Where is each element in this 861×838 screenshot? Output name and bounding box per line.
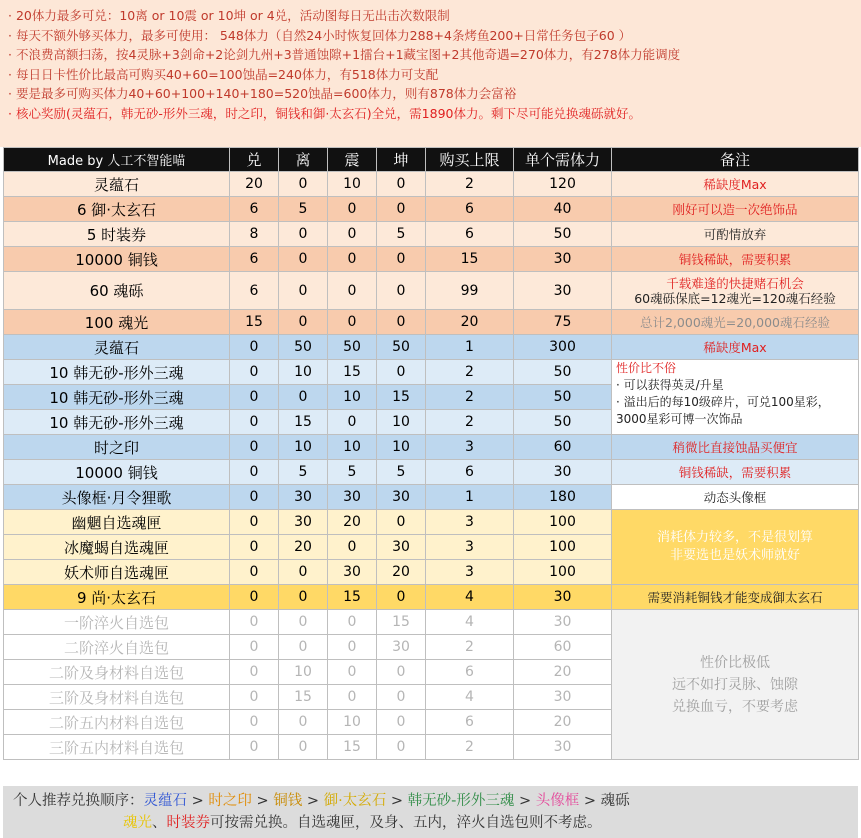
cell-zhen: 0: [328, 272, 377, 310]
cell-zhen: 0: [328, 310, 377, 335]
table-row: [4, 485, 859, 510]
cell-limit: 2: [426, 735, 514, 760]
item-name: 60 魂砾: [4, 272, 230, 310]
cell-stamina: 300: [514, 335, 612, 360]
footer-item: 铜钱: [273, 793, 303, 809]
footer-sep: >: [251, 793, 274, 809]
cell-limit: 3: [426, 535, 514, 560]
item-name: 10000 铜钱: [4, 460, 230, 485]
cell-zhen: 30: [328, 560, 377, 585]
cell-stamina: 60: [514, 435, 612, 460]
cell-zhen: 20: [328, 510, 377, 535]
cell-zhen: 15: [328, 360, 377, 385]
item-name: 10 韩无砂-形外三魂: [4, 385, 230, 410]
footer-item: 头像框: [535, 793, 580, 809]
cell-dui: 0: [230, 735, 279, 760]
cell-remark: [612, 272, 859, 310]
cell-zhen: 0: [328, 535, 377, 560]
cell-remark: 稍微比直接蚀晶买便宜: [612, 435, 859, 460]
cell-limit: 6: [426, 710, 514, 735]
cell-dui: 0: [230, 360, 279, 385]
cell-li: 5: [279, 197, 328, 222]
cell-stamina: 50: [514, 410, 612, 435]
cell-limit: 4: [426, 685, 514, 710]
remark-line: 千载难逢的快捷赌石机会: [666, 275, 804, 291]
cell-zhen: 0: [328, 635, 377, 660]
table-row: [4, 222, 859, 247]
footer-sep: >: [187, 793, 209, 809]
cell-stamina: 30: [514, 272, 612, 310]
cell-limit: 99: [426, 272, 514, 310]
cell-limit: 3: [426, 510, 514, 535]
item-name: 灵蕴石: [4, 335, 230, 360]
cell-limit: 2: [426, 172, 514, 197]
cell-li: 10: [279, 435, 328, 460]
cell-kun: 10: [377, 410, 426, 435]
cell-limit: 6: [426, 197, 514, 222]
cell-limit: 4: [426, 610, 514, 635]
cell-kun: 0: [377, 172, 426, 197]
item-name: 100 魂光: [4, 310, 230, 335]
cell-zhen: 0: [328, 660, 377, 685]
cell-kun: 50: [377, 335, 426, 360]
table-row: [4, 435, 859, 460]
cell-limit: 20: [426, 310, 514, 335]
col-header-made-by: Made by 人工不智能喵: [4, 148, 230, 172]
recommendation-footer: [3, 786, 858, 838]
item-name: 6 御·太玄石: [4, 197, 230, 222]
cell-li: 15: [279, 410, 328, 435]
cell-zhen: 0: [328, 222, 377, 247]
cell-li: 0: [279, 585, 328, 610]
cell-remark: 刚好可以造一次绝饰品: [612, 197, 859, 222]
cell-stamina: 100: [514, 535, 612, 560]
remark-line: 兑换血亏，不要考虑: [672, 698, 798, 715]
cell-kun: 5: [377, 222, 426, 247]
footer-item: 时装券: [166, 815, 210, 831]
note-line: · 20体力最多可兑：10离 or 10震 or 10坤 or 4兑，活动图每日无出击次数限制: [8, 8, 450, 23]
cell-dui: 0: [230, 685, 279, 710]
cell-stamina: 30: [514, 585, 612, 610]
footer-line-1: [13, 790, 848, 812]
cell-limit: 3: [426, 435, 514, 460]
table-row: [4, 272, 859, 310]
cell-remark: 稀缺度Max: [612, 335, 859, 360]
cell-zhen: 30: [328, 485, 377, 510]
cell-stamina: 20: [514, 660, 612, 685]
cell-zhen: 15: [328, 585, 377, 610]
cell-stamina: 60: [514, 635, 612, 660]
table-row: [4, 360, 859, 385]
footer-rest: 可按需兑换。自选魂匣，及身、五内，淬火自选包则不考虑。: [210, 815, 602, 831]
item-name: 幽魍自选魂匣: [4, 510, 230, 535]
item-name: 三阶五内材料自选包: [4, 735, 230, 760]
cell-zhen: 15: [328, 735, 377, 760]
cell-zhen: 5: [328, 460, 377, 485]
cell-li: 5: [279, 460, 328, 485]
cell-kun: 15: [377, 610, 426, 635]
note-line: · 不浪费高额扫荡，按4灵脉+3剑命+2论剑九州+3普通蚀隙+1擂台+1藏宝图+2其他奇遇=270体力，有278体力能调度: [8, 47, 681, 62]
item-name: 10000 铜钱: [4, 247, 230, 272]
footer-sep: >: [386, 793, 408, 809]
cell-stamina: 30: [514, 460, 612, 485]
footer-line-2: [13, 812, 848, 834]
table-row: [4, 510, 859, 535]
cell-kun: 0: [377, 510, 426, 535]
table-row: [4, 172, 859, 197]
item-name: 头像框·月令狸歌: [4, 485, 230, 510]
cell-li: 0: [279, 247, 328, 272]
cell-li: 0: [279, 172, 328, 197]
cell-li: 50: [279, 335, 328, 360]
cell-li: 20: [279, 535, 328, 560]
note-line-core: · 核心奖励(灵蕴石，韩无砂-形外三魂，时之印，铜钱和御·太玄石)全兑，需1890体力。剩下尽可能兑换魂砾就好。: [8, 105, 641, 121]
remark-line: 性价比极低: [700, 654, 770, 671]
col-header-zhen: 震: [328, 148, 377, 172]
cell-li: 0: [279, 635, 328, 660]
cell-kun: 30: [377, 535, 426, 560]
cell-stamina: 50: [514, 385, 612, 410]
cell-kun: 30: [377, 485, 426, 510]
cell-limit: 3: [426, 560, 514, 585]
item-name: 一阶淬火自选包: [4, 610, 230, 635]
item-name: 妖术师自选魂匣: [4, 560, 230, 585]
footer-sep: >: [579, 793, 601, 809]
cell-dui: 0: [230, 660, 279, 685]
cell-remark-han: [612, 360, 859, 435]
table-header-row: [4, 148, 859, 172]
cell-dui: 8: [230, 222, 279, 247]
cell-stamina: 30: [514, 735, 612, 760]
cell-remark-box: [612, 510, 859, 585]
exchange-table: [3, 147, 859, 760]
cell-kun: 0: [377, 310, 426, 335]
cell-dui: 0: [230, 710, 279, 735]
cell-remark: 动态头像框: [612, 485, 859, 510]
item-name: 灵蕴石: [4, 172, 230, 197]
cell-li: 15: [279, 685, 328, 710]
cell-dui: 0: [230, 335, 279, 360]
cell-limit: 6: [426, 660, 514, 685]
cell-dui: 0: [230, 610, 279, 635]
cell-stamina: 30: [514, 247, 612, 272]
cell-zhen: 10: [328, 172, 377, 197]
cell-remark: 铜钱稀缺，需要积累: [612, 247, 859, 272]
cell-dui: 0: [230, 485, 279, 510]
col-header-limit: 购买上限: [426, 148, 514, 172]
cell-kun: 0: [377, 585, 426, 610]
cell-dui: 0: [230, 460, 279, 485]
cell-zhen: 10: [328, 385, 377, 410]
cell-remark: 稀缺度Max: [612, 172, 859, 197]
item-name: 二阶五内材料自选包: [4, 710, 230, 735]
cell-limit: 2: [426, 385, 514, 410]
cell-limit: 4: [426, 585, 514, 610]
cell-stamina: 30: [514, 610, 612, 635]
cell-limit: 2: [426, 360, 514, 385]
table-row: [4, 335, 859, 360]
cell-li: 0: [279, 610, 328, 635]
cell-stamina: 180: [514, 485, 612, 510]
cell-dui: 6: [230, 197, 279, 222]
cell-limit: 2: [426, 410, 514, 435]
cell-remark-low: [612, 610, 859, 760]
cell-dui: 6: [230, 272, 279, 310]
cell-dui: 0: [230, 385, 279, 410]
cell-zhen: 0: [328, 685, 377, 710]
item-name: 时之印: [4, 435, 230, 460]
cell-limit: 1: [426, 485, 514, 510]
cell-dui: 0: [230, 410, 279, 435]
cell-kun: 0: [377, 735, 426, 760]
item-name: 10 韩无砂-形外三魂: [4, 410, 230, 435]
cell-dui: 15: [230, 310, 279, 335]
cell-li: 0: [279, 385, 328, 410]
cell-stamina: 30: [514, 685, 612, 710]
cell-kun: 0: [377, 660, 426, 685]
footer-item: 魂光: [123, 815, 152, 831]
item-name: 冰魔蝎自选魂匣: [4, 535, 230, 560]
cell-zhen: 10: [328, 435, 377, 460]
cell-li: 0: [279, 710, 328, 735]
cell-kun: 0: [377, 710, 426, 735]
cell-stamina: 50: [514, 360, 612, 385]
cell-stamina: 100: [514, 560, 612, 585]
remark-line: · 溢出后的每10级碎片，可兑100星彩，3000星彩可博一次饰品: [616, 395, 830, 426]
cell-li: 10: [279, 360, 328, 385]
cell-dui: 20: [230, 172, 279, 197]
cell-kun: 30: [377, 635, 426, 660]
table-row: [4, 610, 859, 635]
cell-kun: 0: [377, 197, 426, 222]
footer-prefix: 个人推荐兑换顺序：: [13, 793, 144, 809]
item-name: 5 时装券: [4, 222, 230, 247]
cell-li: 0: [279, 272, 328, 310]
cell-kun: 0: [377, 247, 426, 272]
cell-li: 0: [279, 560, 328, 585]
cell-remark: 铜钱稀缺，需要积累: [612, 460, 859, 485]
cell-remark: 需要消耗铜钱才能变成御太玄石: [612, 585, 859, 610]
table-row: [4, 247, 859, 272]
cell-limit: 6: [426, 460, 514, 485]
cell-li: 30: [279, 485, 328, 510]
col-header-dui: 兑: [230, 148, 279, 172]
cell-zhen: 0: [328, 410, 377, 435]
note-line: · 每天不额外够买体力，最多可使用： 548体力（自然24小时恢复回体力288+4条烤鱼200+日常任务包子60 ）: [8, 27, 632, 43]
col-header-kun: 坤: [377, 148, 426, 172]
cell-remark: 总计2,000魂光=20,000魂石经验: [612, 310, 859, 335]
footer-item: 韩无砂-形外三魂: [407, 793, 515, 809]
cell-dui: 0: [230, 510, 279, 535]
item-name: 10 韩无砂-形外三魂: [4, 360, 230, 385]
table-row: [4, 585, 859, 610]
cell-dui: 0: [230, 635, 279, 660]
footer-item: 御·太玄石: [323, 793, 387, 809]
table-row: [4, 460, 859, 485]
cell-dui: 0: [230, 560, 279, 585]
cell-zhen: 50: [328, 335, 377, 360]
cell-kun: 10: [377, 435, 426, 460]
cell-li: 0: [279, 735, 328, 760]
item-name: 三阶及身材料自选包: [4, 685, 230, 710]
footer-sep: >: [302, 793, 324, 809]
cell-dui: 0: [230, 435, 279, 460]
cell-stamina: 75: [514, 310, 612, 335]
footer-sep: >: [514, 793, 536, 809]
cell-zhen: 0: [328, 247, 377, 272]
cell-li: 0: [279, 222, 328, 247]
item-name: 二阶及身材料自选包: [4, 660, 230, 685]
cell-li: 10: [279, 660, 328, 685]
cell-kun: 15: [377, 385, 426, 410]
remark-title: 性价比不俗: [616, 361, 677, 375]
cell-stamina: 120: [514, 172, 612, 197]
col-header-li: 离: [279, 148, 328, 172]
table-row: [4, 197, 859, 222]
footer-item: 时之印: [208, 793, 252, 809]
cell-kun: 0: [377, 685, 426, 710]
cell-stamina: 20: [514, 710, 612, 735]
cell-zhen: 10: [328, 710, 377, 735]
remark-line: · 可以获得英灵/升星: [616, 378, 724, 392]
cell-limit: 15: [426, 247, 514, 272]
cell-zhen: 0: [328, 197, 377, 222]
item-name: 9 尚·太玄石: [4, 585, 230, 610]
cell-kun: 5: [377, 460, 426, 485]
item-name: 二阶淬火自选包: [4, 635, 230, 660]
cell-limit: 6: [426, 222, 514, 247]
footer-item: 魂砾: [600, 793, 630, 809]
cell-stamina: 100: [514, 510, 612, 535]
notes-panel: [0, 0, 861, 147]
remark-line: 60魂砾保底=12魂光=120魂石经验: [634, 290, 836, 306]
footer-item: 灵蕴石: [143, 793, 187, 809]
col-header-remark: 备注: [612, 148, 859, 172]
cell-dui: 0: [230, 585, 279, 610]
remark-line: 非要选也是妖术师就好: [669, 548, 800, 563]
cell-kun: 20: [377, 560, 426, 585]
table-row: [4, 310, 859, 335]
cell-limit: 2: [426, 635, 514, 660]
cell-kun: 0: [377, 272, 426, 310]
footer-comma: 、: [152, 815, 167, 831]
cell-kun: 0: [377, 360, 426, 385]
cell-limit: 1: [426, 335, 514, 360]
col-header-stamina: 单个需体力: [514, 148, 612, 172]
cell-dui: 0: [230, 535, 279, 560]
cell-zhen: 0: [328, 610, 377, 635]
cell-remark: 可酌情放弃: [612, 222, 859, 247]
cell-dui: 6: [230, 247, 279, 272]
note-line: · 要是最多可购买体力40+60+100+140+180=520蚀晶=600体力，则有878体力会富裕: [8, 86, 517, 101]
remark-line: 远不如打灵脉、蚀隙: [672, 676, 798, 693]
cell-li: 30: [279, 510, 328, 535]
note-line: · 每日日卡性价比最高可购买40+60=100蚀晶=240体力，有518体力可支配: [8, 66, 439, 82]
cell-stamina: 50: [514, 222, 612, 247]
cell-li: 0: [279, 310, 328, 335]
cell-stamina: 40: [514, 197, 612, 222]
remark-line: 消耗体力较多，不是很划算: [656, 530, 813, 545]
